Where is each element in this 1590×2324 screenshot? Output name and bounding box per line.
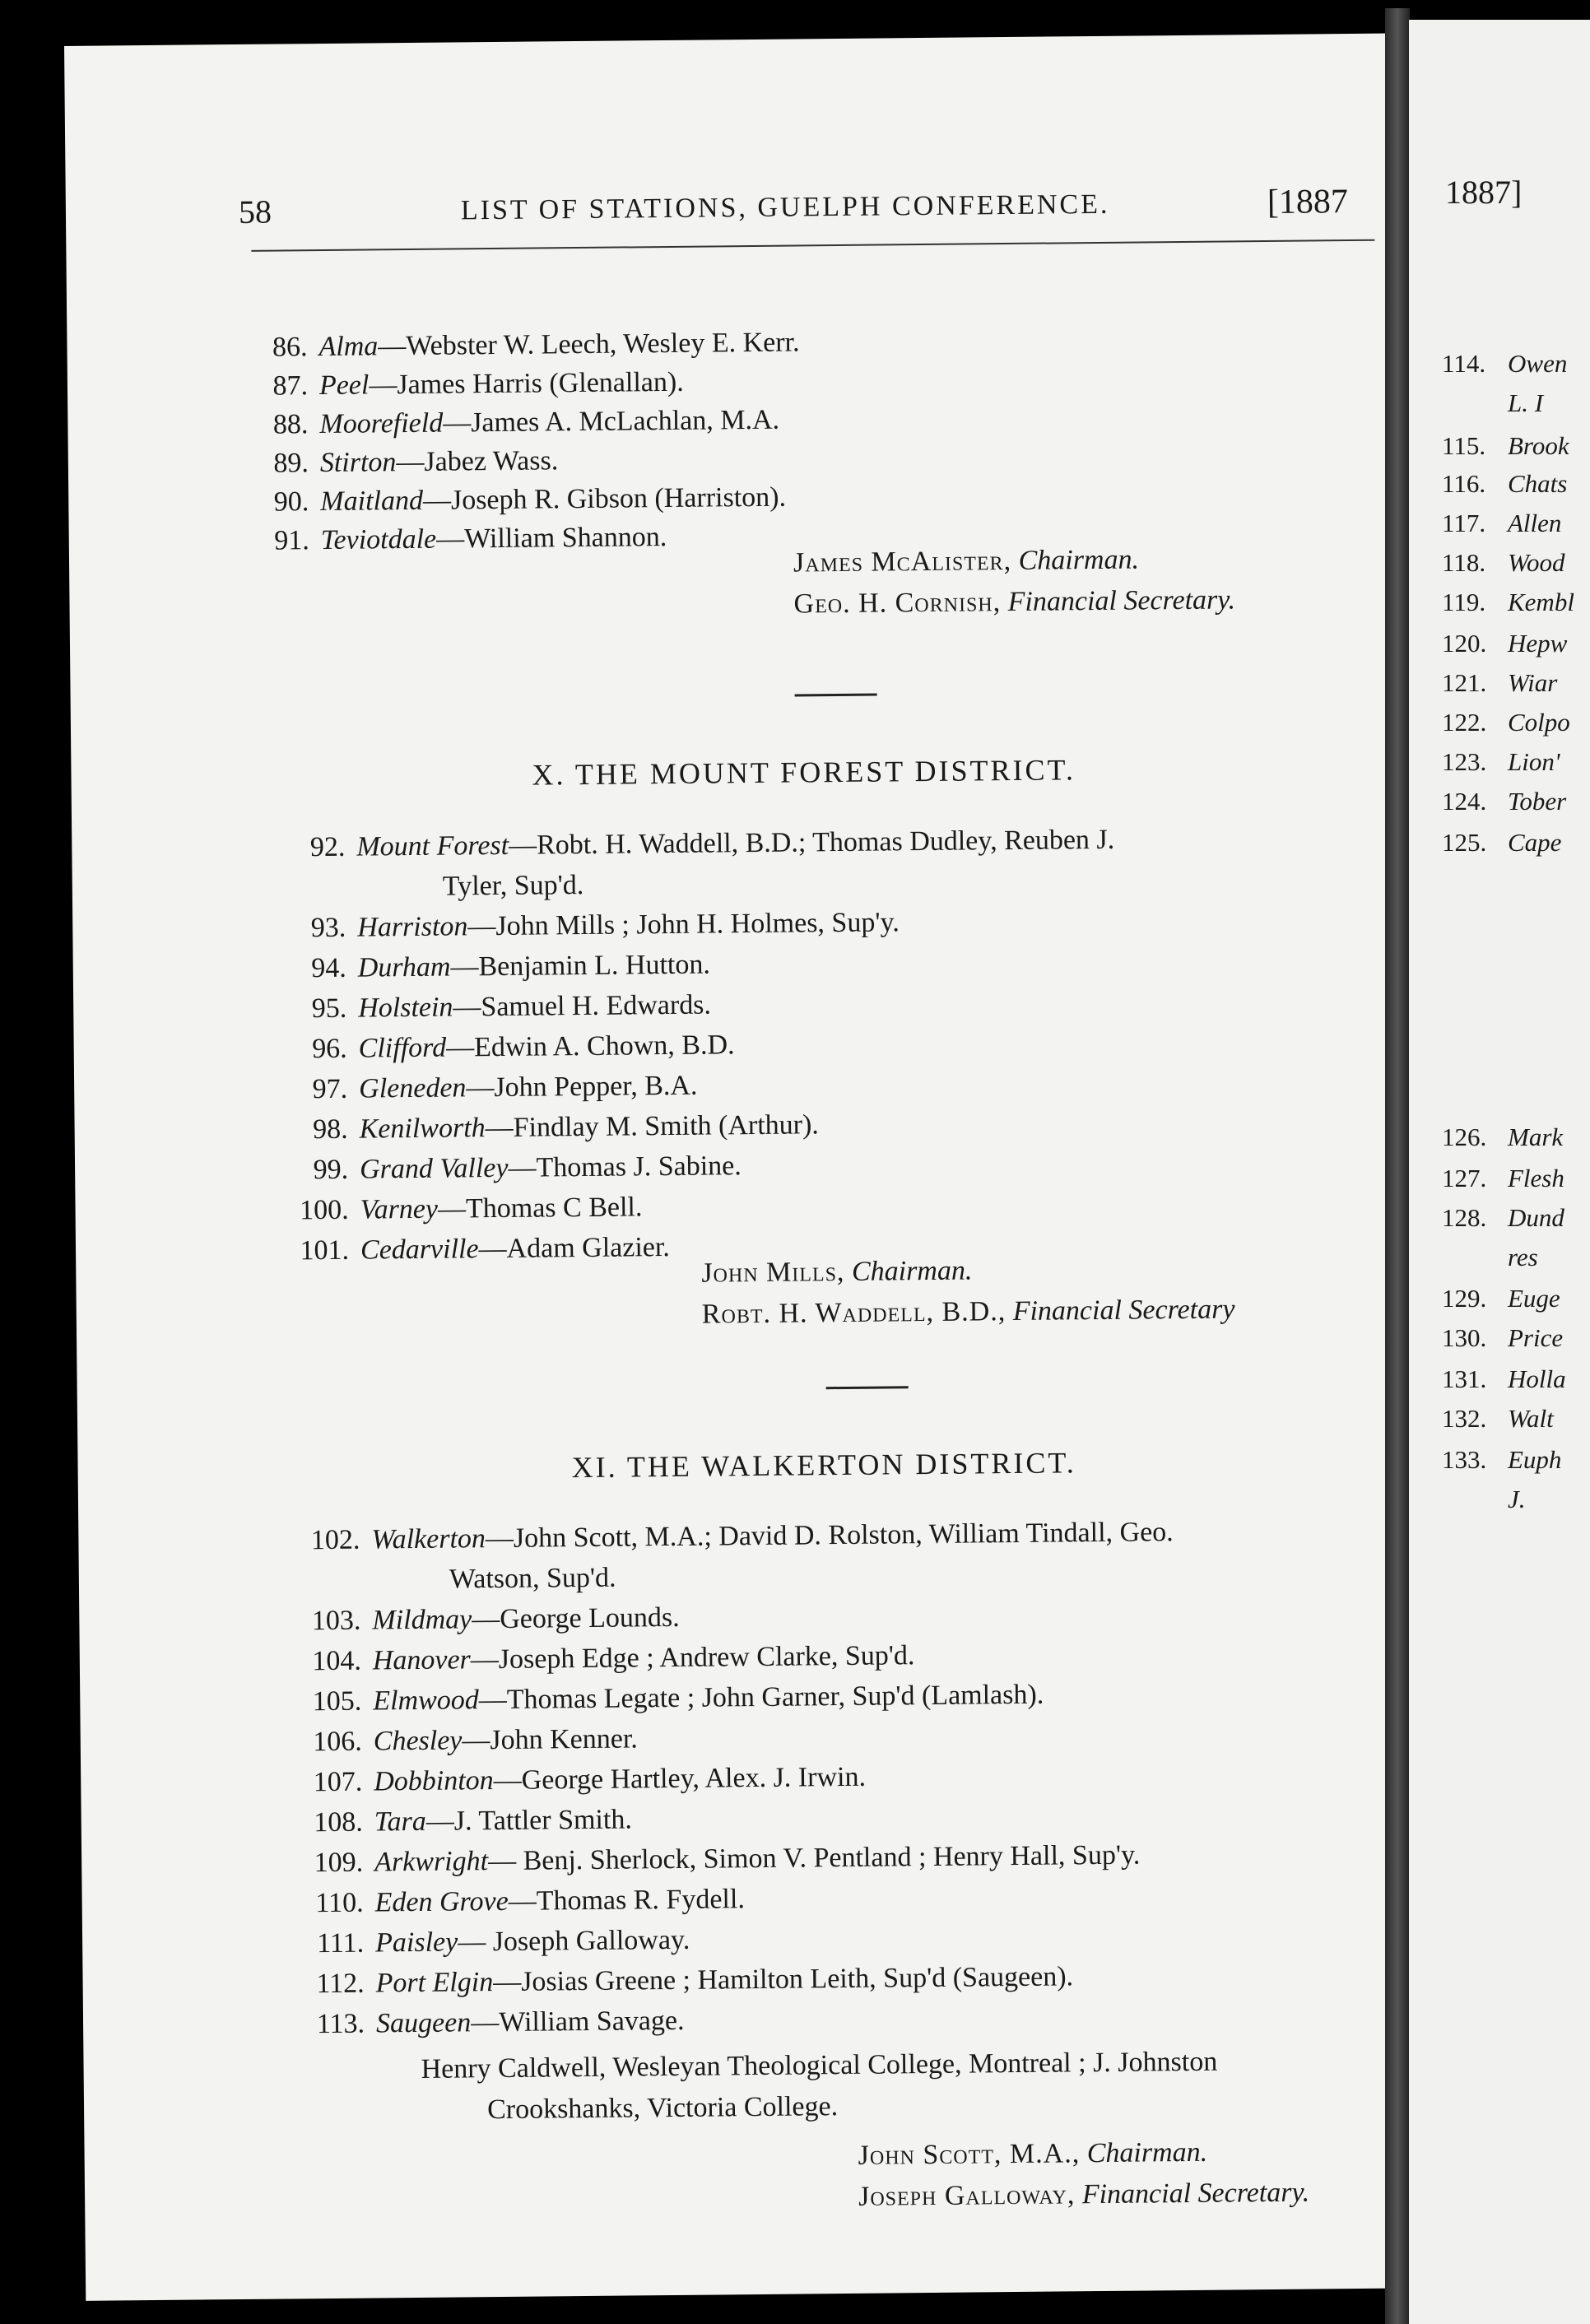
right-page-entry [1442, 388, 1543, 418]
right-page-entry [1442, 469, 1567, 499]
ministers: —Robt. H. Waddell, B.D.; Thomas Dudley, Reuben J. [508, 824, 1115, 861]
station-entry [281, 1192, 642, 1226]
ministers: —George Hartley, Alex. J. Irwin. [493, 1761, 867, 1796]
station-name: Clifford [358, 1032, 447, 1064]
station-name: Peel [318, 370, 370, 402]
right-page-entry [1442, 1203, 1564, 1233]
entry-number: 116. [1442, 469, 1486, 498]
right-page-entry [1442, 629, 1567, 658]
entry-number: 127. [1442, 1164, 1487, 1192]
station-name: Allen [1508, 509, 1562, 537]
station-name: Alma [318, 331, 379, 363]
station-entry [295, 1762, 866, 1799]
page-number: 58 [238, 193, 272, 230]
ministers: —John Mills ; John H. Holmes, Sup'y. [467, 907, 900, 942]
right-page-entry [1442, 588, 1574, 617]
station-name: Eden Grove [374, 1885, 509, 1918]
ministers: —Samuel H. Edwards. [453, 989, 712, 1023]
entry-number: 132. [1442, 1404, 1487, 1433]
ministers: —Joseph Edge ; Andrew Clarke, Sup'd. [470, 1640, 915, 1676]
station-name: Moorefield [319, 407, 444, 440]
station-name: Varney [360, 1193, 439, 1225]
entry-number: 108. [314, 1806, 363, 1838]
station-name: Cedarville [360, 1234, 479, 1266]
station-entry [242, 522, 667, 557]
station-name: Harriston [357, 911, 468, 943]
station-name: Flesh [1508, 1164, 1564, 1192]
entry-number: 126. [1442, 1122, 1487, 1151]
station-entry [280, 1030, 735, 1065]
right-page-entry [1442, 548, 1564, 578]
station-name: Dobbinton [374, 1765, 494, 1797]
ministers: —George Lounds. [472, 1601, 680, 1635]
entry-continuation: Watson, Sup'd. [449, 1562, 616, 1595]
entry-number: 117. [1442, 509, 1486, 537]
ministers: —Thomas R. Fydell. [508, 1884, 746, 1917]
right-page-entry [1442, 668, 1557, 698]
station-name: Chats [1508, 469, 1568, 498]
station-entry [239, 327, 799, 364]
entry-number: 115. [1442, 431, 1486, 460]
station-name: Gleneden [359, 1072, 467, 1104]
right-page-entry [1442, 431, 1569, 461]
right-page-entry [1442, 828, 1561, 858]
right-page-entry [1442, 349, 1567, 379]
entry-number: 100. [299, 1194, 349, 1226]
entry-number: 122. [1442, 708, 1487, 737]
station-entry [241, 482, 786, 518]
station-name: Dund [1508, 1203, 1564, 1232]
station-name: Euge [1508, 1284, 1560, 1313]
ministers: — Benj. Sherlock, Simon V. Pentland ; Henry Hall, Sup'y. [487, 1839, 1141, 1877]
station-name: Saugeen [375, 2007, 472, 2039]
ministers: —William Savage. [471, 2005, 685, 2038]
station-name: Euph [1508, 1445, 1562, 1474]
left-page [64, 34, 1411, 2301]
station-name: Holla [1508, 1364, 1566, 1393]
right-page-entry [1442, 1284, 1560, 1313]
station-entry [295, 1884, 745, 1919]
right-page-entry [1442, 1164, 1564, 1193]
entry-number: 119. [1442, 588, 1486, 616]
station-entry [281, 1232, 670, 1267]
right-page-year: 1887] [1445, 174, 1523, 211]
right-page-entry [1442, 1364, 1566, 1394]
entry-number: 99. [313, 1154, 349, 1186]
station-entry [294, 1640, 915, 1677]
entry-number: 111. [316, 1927, 365, 1959]
entry-number: 104. [312, 1645, 362, 1677]
secretary-signature: Robt. H. Waddell, B.D., Financial Secretary [701, 1294, 1235, 1330]
entry-number: 105. [312, 1685, 362, 1717]
station-entry [241, 445, 559, 480]
station-entry [279, 990, 711, 1025]
entry-number: 124. [1442, 787, 1487, 816]
station-name: Walkerton [371, 1523, 486, 1555]
entry-number: 87. [272, 370, 309, 402]
entry-number: 131. [1442, 1364, 1487, 1393]
station-name: Tara [374, 1806, 426, 1838]
entry-number: 114. [1442, 349, 1486, 378]
station-name: Lion' [1508, 747, 1560, 776]
station-name: Maitland [320, 485, 424, 518]
station-name: Wood [1508, 548, 1565, 577]
station-entry [295, 1723, 638, 1758]
entry-number: 121. [1442, 668, 1487, 697]
ministers: —William Shannon. [436, 521, 667, 555]
station-name: Tober [1508, 787, 1567, 816]
secretary-signature: Geo. H. Cornish, Financial Secretary. [793, 584, 1236, 620]
station-name: Elmwood [373, 1685, 479, 1717]
entry-number: 89. [273, 448, 309, 479]
station-name: Wiar [1508, 668, 1558, 697]
station-entry [277, 825, 1114, 864]
ministers: —J. Tattler Smith. [425, 1804, 633, 1837]
entry-number: 96. [312, 1033, 347, 1065]
entry-number: 102. [310, 1524, 360, 1556]
ministers: —James Harris (Glenallan). [369, 366, 684, 401]
right-page [1409, 20, 1590, 2324]
station-entry [295, 1804, 632, 1838]
entry-number: 125. [1442, 828, 1487, 857]
ministers: —John Scott, M.A.; David D. Rolston, William Tindall, Geo. [485, 1517, 1174, 1555]
station-name: Walt [1508, 1404, 1554, 1433]
ministers: —John Pepper, B.A. [466, 1070, 698, 1104]
ministers: — Joseph Galloway. [458, 1924, 690, 1958]
entry-number: 109. [314, 1847, 364, 1879]
book-spine [1385, 8, 1410, 2324]
station-entry [294, 1680, 1044, 1718]
station-name: Colpo [1508, 708, 1570, 737]
station-name: Chesley [373, 1725, 463, 1757]
station-name: Owen [1508, 349, 1568, 378]
chairman-signature: John Scott, M.A., Chairman. [858, 2136, 1208, 2171]
station-entry [296, 1925, 690, 1960]
station-entry [278, 907, 900, 944]
station-entry [293, 1602, 680, 1638]
station-entry [281, 1150, 742, 1186]
right-page-entry [1442, 1445, 1561, 1475]
right-page-entry [1442, 787, 1566, 816]
entry-number: 130. [1442, 1323, 1487, 1352]
right-page-entry [1442, 1122, 1563, 1152]
chairman-signature: John Mills, Chairman. [701, 1255, 973, 1289]
station-name: Hanover [372, 1644, 471, 1676]
ministers: —James A. McLachlan, M.A. [443, 404, 780, 439]
right-page-entry [1442, 509, 1561, 538]
right-page-entry [1442, 708, 1570, 737]
ministers: —Edwin A. Chown, B.D. [445, 1030, 735, 1063]
right-page-entry [1442, 1404, 1554, 1434]
header-rule [251, 239, 1374, 252]
station-name: res [1508, 1243, 1538, 1271]
chairman-signature: James McAlister, Chairman. [793, 544, 1140, 579]
ministers: —Webster W. Leech, Wesley E. Kerr. [378, 327, 800, 362]
station-name: Cape [1508, 828, 1562, 857]
ministers: —Jabez Wass. [396, 445, 559, 478]
secretary-signature: Joseph Galloway, Financial Secretary. [858, 2177, 1310, 2212]
station-entry [240, 405, 779, 441]
page-title: LIST OF STATIONS, GUELPH CONFERENCE. [460, 188, 1110, 226]
entry-number: 101. [300, 1234, 350, 1267]
entry-number: 91. [274, 525, 309, 556]
ministers: —Findlay M. Smith (Arthur). [485, 1109, 820, 1144]
station-name: Mark [1508, 1122, 1564, 1151]
entry-number: 113. [316, 2008, 365, 2040]
station-name: Arkwright [374, 1846, 489, 1878]
entry-number: 90. [273, 486, 309, 518]
ministers: —Adam Glazier. [478, 1232, 671, 1265]
station-name: Brook [1508, 431, 1569, 460]
entry-number: 86. [272, 332, 308, 363]
station-name: Grand Valley [359, 1152, 509, 1185]
station-name: Teviotdale [320, 523, 437, 556]
entry-number: 128. [1442, 1203, 1487, 1232]
entry-number: 123. [1442, 747, 1487, 776]
section-divider [826, 1386, 909, 1389]
right-page-entry [1442, 747, 1560, 777]
note-line: Crookshanks, Victoria College. [486, 2091, 839, 2126]
note-line: Henry Caldwell, Wesleyan Theological College, Montreal ; J. Johnston [421, 2046, 1218, 2085]
entry-number: 93. [310, 912, 346, 944]
entry-number: 94. [311, 952, 346, 984]
entry-number: 112. [316, 1968, 365, 2000]
right-page-entry [1442, 1323, 1563, 1353]
entry-number: 110. [315, 1887, 364, 1919]
station-name: Port Elgin [375, 1967, 494, 1999]
station-entry [297, 2006, 685, 2041]
entry-number: 92. [309, 831, 346, 863]
ministers: —Thomas Legate ; John Garner, Sup'd (Lamlash). [478, 1679, 1044, 1716]
entry-number: 107. [313, 1766, 363, 1798]
entry-number: 95. [311, 992, 347, 1025]
ministers: —Thomas J. Sabine. [508, 1150, 742, 1183]
section-xi-heading: XI. THE WALKERTON DISTRICT. [571, 1446, 1076, 1485]
section-divider [795, 694, 877, 697]
ministers: —Thomas C Bell. [437, 1192, 643, 1225]
entry-continuation: Tyler, Sup'd. [442, 869, 584, 902]
station-name: Kembl [1508, 588, 1574, 616]
entry-number: 103. [311, 1605, 361, 1637]
entry-number: 98. [312, 1113, 348, 1146]
entry-number: 88. [272, 409, 309, 440]
page-year: [1887 [1267, 183, 1349, 221]
station-entry [296, 1961, 1073, 2000]
entry-number: 120. [1442, 629, 1487, 658]
right-page-entry [1442, 1485, 1526, 1514]
station-entry [280, 1109, 819, 1146]
station-name: L. I [1508, 388, 1544, 417]
station-entry [280, 1071, 698, 1106]
ministers: —Benjamin L. Hutton. [450, 949, 711, 983]
station-name: Price [1508, 1323, 1564, 1352]
ministers: —Joseph R. Gibson (Harriston). [422, 481, 787, 516]
section-x-heading: X. THE MOUNT FOREST DISTRICT. [532, 753, 1076, 792]
ministers: —John Kenner. [462, 1723, 639, 1756]
station-name: Holstein [358, 992, 453, 1024]
station-name: Kenilworth [359, 1113, 486, 1145]
station-name: Mount Forest [356, 830, 509, 862]
station-entry [279, 950, 710, 985]
ministers: —Josias Greene ; Hamilton Leith, Sup'd (Saugeen). [493, 1961, 1074, 1998]
station-name: Paisley [374, 1927, 458, 1959]
entry-number: 118. [1442, 548, 1486, 577]
station-entry [240, 367, 684, 402]
station-name: J. [1508, 1485, 1526, 1513]
station-entry [295, 1840, 1140, 1880]
entry-number: 133. [1442, 1445, 1487, 1474]
entry-number: 129. [1442, 1284, 1487, 1313]
station-name: Durham [357, 951, 451, 983]
station-name: Mildmay [372, 1604, 472, 1636]
station-name: Hepw [1508, 629, 1568, 658]
station-entry [292, 1517, 1174, 1556]
right-page-entry [1442, 1243, 1538, 1272]
station-name: Stirton [319, 447, 397, 479]
entry-number: 97. [312, 1073, 348, 1105]
entry-number: 106. [313, 1726, 362, 1758]
